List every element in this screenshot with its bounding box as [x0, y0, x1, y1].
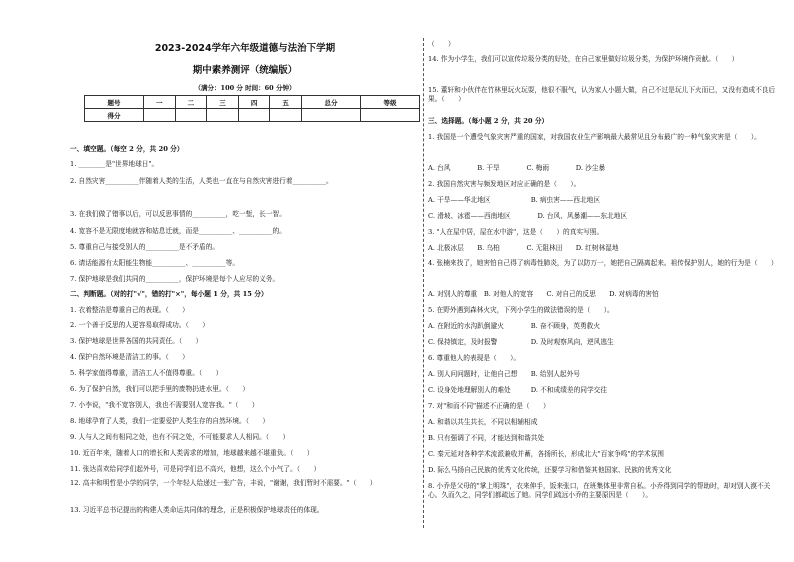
option-line: A. 在附近的水沟趴倒避火 B. 奋不顾身，英勇救火 — [428, 322, 601, 330]
score-input-cell[interactable] — [360, 109, 419, 122]
question-line: 2. 我国自然灾害与频发地区对应正确的是（ ）。 — [428, 180, 581, 188]
option-line: C. 保持镇定，及时报警 D. 及时观察风向，逆风逃生 — [428, 338, 614, 346]
score-cell: 二 — [175, 96, 207, 109]
score-table-header-row — [85, 96, 420, 109]
question-line: 5. 科学家值得尊重，清洁工人不值得尊重。（ ） — [70, 369, 223, 377]
question-line: 8. 地球孕育了人类，我们一定要爱护人类生存的自然环境。（ ） — [70, 417, 270, 425]
question-line: 7. 保护地球是我们共同的__________，保护环境是每个人应尽的义务。 — [70, 275, 280, 283]
question-line: 1. 我国是一个遭受气象灾害严重的国家，对我国农业生产影响最大最常见且分布最广的一种气象灾害是（ ）。 — [428, 133, 761, 141]
question-line: 12. 高丰和明哲是小学的同学，一个年轻人给递过一张广告，丰说，"谢谢，我们暂时不需要。"（ ） — [70, 479, 377, 487]
option-line: B. 只有强调了不同，才能达到和谐共处 — [428, 434, 545, 442]
score-table — [84, 95, 420, 122]
score-cell: 总分 — [301, 96, 360, 109]
option-line: C. 设身处地理解别人的难处 D. 不和成绩差的同学交往 — [428, 386, 608, 394]
question-line: 4. 张楠来找了，她害怕自己得了病毒性肺炎，为了以防万一，她把自己隔离起来。祖传保护别人，她的行为是（ ） — [428, 259, 778, 267]
score-input-cell[interactable] — [301, 109, 360, 122]
question-line: 3. 在我们做了错事以后，可以反思事情的__________，吃一堑，长一智。 — [70, 210, 286, 218]
question-line: 7. 对"和而不同"描述不正确的是（ ） — [428, 402, 550, 410]
score-cell: 题号 — [85, 96, 144, 109]
question-line: 10. 近百年来，随着人口的增长和人类需求的增加，地球越来越不堪重负。（ ） — [70, 449, 314, 457]
question-line: 14. 作为小学生，我们可以宣传垃圾分类的好处，在自己家里做好垃圾分类，为保护环境作贡献。（ ） — [428, 55, 739, 63]
score-cell: 四 — [238, 96, 270, 109]
question-line: 1. 衣着整洁是尊重自己的表现。（ ） — [70, 306, 189, 314]
option-line: A. 台风 B. 干旱 C. 梅雨 D. 沙尘暴 — [428, 164, 606, 172]
score-input-cell[interactable] — [270, 109, 302, 122]
question-line: 4. 保护自然环境是清洁工的事。（ ） — [70, 353, 189, 361]
option-line: A. 别人问问题时，让他自己想 B. 给别人起外号 — [428, 370, 580, 378]
question-line: 2. 自然灾害__________伴随着人类的生活，人类也一直在与自然灾害进行着__________。 — [70, 177, 333, 185]
question-line: 13. 习近平总书记提出的构建人类命运共同体的理念，正是积极保护地球责任的体现。 — [70, 506, 324, 514]
exam-title-line1: 2023-2024学年六年级道德与法治下学期 — [154, 43, 336, 54]
question-line: 6. 尊重他人的表现是（ ）。 — [428, 354, 521, 362]
question-line: 3. "人在屋中居，屋在水中游"，这是（ ）的真实写照。 — [428, 228, 604, 236]
score-input-cell[interactable] — [207, 109, 239, 122]
question-line: 2. 一个善于反思的人更容易取得成功。（ ） — [70, 321, 209, 329]
score-table-score-row — [85, 109, 420, 122]
score-input-cell[interactable] — [143, 109, 175, 122]
option-line: A. 北极冰层 B. 乌桕 C. 无阻林田 D. 红树林湿地 — [428, 244, 619, 252]
question-line: 15. 董轩和小伙伴在竹林里玩火玩耍，他很不服气，认为家人小题大做，自己不过是玩儿下火而已，又没有造成不良后果。（ ） — [428, 86, 776, 103]
score-cell: 得分 — [85, 109, 144, 122]
section-heading: 一、填空题。（每空 2 分，共 20 分） — [70, 145, 184, 153]
option-line: A. 对别人的尊重 B. 对他人的宽容 C. 对自己的反思 D. 对病毒的害怕 — [428, 290, 659, 298]
question-line: 6. 请话能源有太阳能生物能__________、__________等。 — [70, 259, 240, 267]
question-line: 11. 张达喜欢给同学们起外号，可是同学们总不高兴，他想，这么个小气了。（ ） — [70, 465, 321, 473]
question-line: 4. 宽容不是无限度地就容和姑息迁就，而是__________、__________的。 — [70, 227, 286, 235]
score-cell: 三 — [207, 96, 239, 109]
option-line: A. 和谐以共生共长，不同以相辅相成 — [428, 418, 538, 426]
exam-title-line2: 期中素养测评（统编版） — [192, 65, 298, 76]
option-line: D. 际么马扬自己民族的优秀文化传统，还要学习和借鉴其他国家、民族的优秀文化 — [428, 466, 672, 474]
option-line: A. 干旱——华北地区 B. 病虫害——西北地区 — [428, 196, 601, 204]
question-line: 3. 保护地球是世界各国的共同责任。（ ） — [70, 337, 203, 345]
score-input-cell[interactable] — [238, 109, 270, 122]
option-line: C. 秦元延对各种学术流派兼收并蓄，各扬所长，形成北大"百家争鸣"的学术氛围 — [428, 450, 664, 458]
question-line: （ ） — [428, 40, 455, 48]
question-line: 5. 在野外遇到森林火灾，下列小学生的做法错误的是（ ）。 — [428, 306, 614, 314]
score-cell: 等级 — [360, 96, 419, 109]
section-heading: 三、选择题。（每小题 2 分，共 20 分） — [428, 117, 549, 125]
exam-note: （满分：100 分 时间：60 分钟） — [194, 84, 296, 92]
score-input-cell[interactable] — [175, 109, 207, 122]
column-divider — [423, 38, 424, 528]
option-line: C. 滑坡、冰雹——西南地区 D. 台风、风暴潮——东北地区 — [428, 212, 628, 220]
question-line: 9. 人与人之间有相同之处，也有不同之处，不可能要求人人相同。（ ） — [70, 433, 290, 441]
question-line: 7. 小李说，"我不宽容别人，我也不需要别人宽容我。"（ ） — [70, 401, 259, 409]
score-cell: 五 — [270, 96, 302, 109]
question-line: 5. 尊重自己与接受别人的__________是不矛盾的。 — [70, 243, 219, 251]
score-cell: 一 — [143, 96, 175, 109]
section-heading: 二、判断题。（对的打"√"，错的打"×"，每小题 1 分，共 15 分） — [70, 290, 268, 298]
question-line: 1. ________是"世界地球日"。 — [70, 160, 159, 168]
question-line: 8. 小乔是父母的"掌上明珠"，衣来伸手，饭来张口，在班集体里非常自私。小乔得到同学的帮助时，却对别人漠不关心。久而久之，同学们都疏远了她。同学们疏远小乔的主要原因是（ ）。 — [428, 482, 771, 499]
question-line: 6. 为了保护自然，我们可以把手里的废物扔进水里。（ ） — [70, 385, 250, 393]
